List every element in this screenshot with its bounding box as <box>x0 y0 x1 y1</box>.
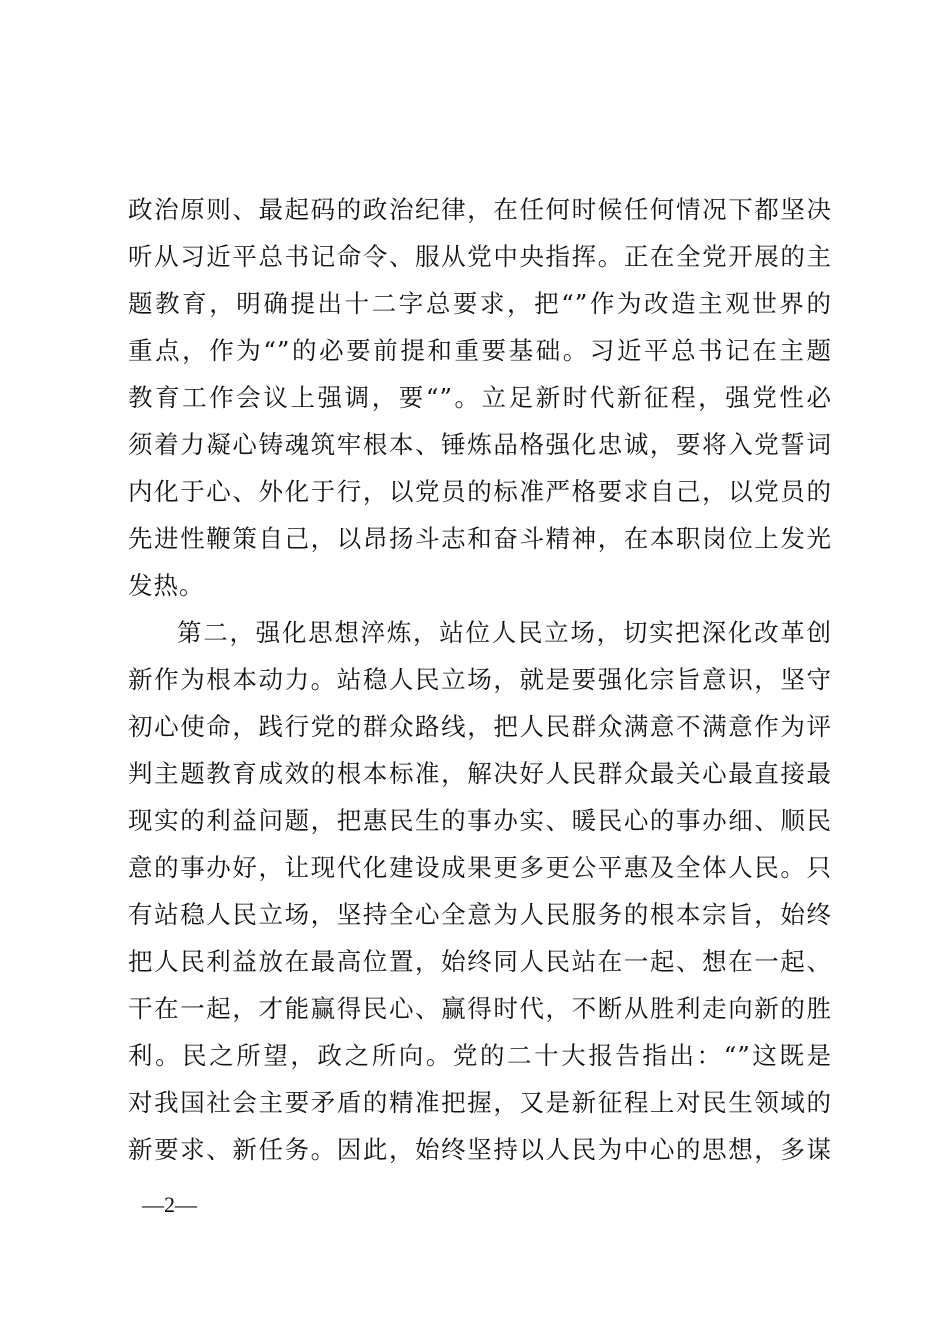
text-line: 重点，作为“”的必要前提和重要基础。习近平总书记在主题 <box>128 336 832 365</box>
text-line: 题教育，明确提出十二字总要求，把“”作为改造主观世界的 <box>128 289 832 318</box>
text-line: 利。民之所望，政之所向。党的二十大报告指出：“”这既是 <box>128 1041 832 1070</box>
page-number: —2— <box>142 1192 197 1217</box>
text-line: 判主题教育成效的根本标准，解决好人民群众最关心最直接最 <box>128 759 832 788</box>
text-line: 把人民利益放在最高位置，始终同人民站在一起、想在一起、 <box>128 947 832 976</box>
paragraph-2 <box>128 609 832 1173</box>
text-line: 先进性鞭策自己，以昂扬斗志和奋斗精神，在本职岗位上发光 <box>128 524 832 553</box>
text-line: 发热。 <box>128 571 205 600</box>
text-line: 政治原则、最起码的政治纪律，在任何时候任何情况下都坚决 <box>128 195 832 224</box>
text-line: 教育工作会议上强调，要“”。立足新时代新征程，强党性必 <box>128 383 832 412</box>
body-text <box>128 186 832 1173</box>
text-line: 第二，强化思想淬炼，站位人民立场，切实把深化改革创 <box>177 618 832 647</box>
text-line: 干在一起，才能赢得民心、赢得时代，不断从胜利走向新的胜 <box>128 994 832 1023</box>
text-line: 新作为根本动力。站稳人民立场，就是要强化宗旨意识，坚守 <box>128 665 832 694</box>
text-line: 意的事办好，让现代化建设成果更多更公平惠及全体人民。只 <box>128 853 832 882</box>
text-line: 新要求、新任务。因此，始终坚持以人民为中心的思想，多谋 <box>128 1135 832 1164</box>
text-line: 有站稳人民立场，坚持全心全意为人民服务的根本宗旨，始终 <box>128 900 832 929</box>
text-line: 内化于心、外化于行，以党员的标准严格要求自己，以党员的 <box>128 477 832 506</box>
text-line: 听从习近平总书记命令、服从党中央指挥。正在全党开展的主 <box>128 242 832 271</box>
text-line: 初心使命，践行党的群众路线，把人民群众满意不满意作为评 <box>128 712 832 741</box>
paragraph-1 <box>128 186 832 609</box>
text-line: 须着力凝心铸魂筑牢根本、锤炼品格强化忠诚，要将入党誓词 <box>128 430 832 459</box>
text-line: 对我国社会主要矛盾的精准把握，又是新征程上对民生领域的 <box>128 1088 832 1117</box>
text-line: 现实的利益问题，把惠民生的事办实、暖民心的事办细、顺民 <box>128 806 832 835</box>
